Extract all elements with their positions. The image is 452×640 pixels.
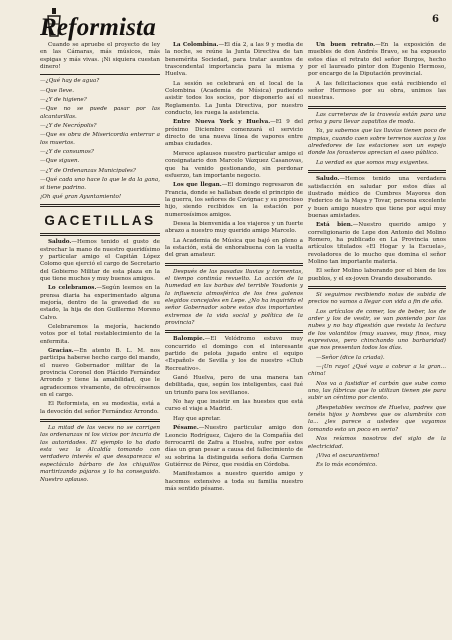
qa-line: —Que no se puede pasar por las alcantarillas. — [40, 106, 160, 120]
divider — [308, 286, 446, 289]
news-text: El Reformista, en su modestia, está a la devoción del señor Fernández Arrondo. — [40, 401, 160, 415]
news-lead: Pésame. — [173, 425, 199, 432]
italic-note: ¡Respetables vecinos de Huelva, padres que tenéis hijos y hombres que os alumbráis con la... ¿les parece a ustedes que vayamos tomando esto un poco en serio? — [308, 404, 446, 433]
news-item — [165, 42, 303, 79]
news-item — [165, 221, 303, 236]
news-item — [165, 182, 303, 219]
news-lead: Saludo. — [316, 176, 340, 183]
qa-line: —¿Y de Ordenanzas Municipales? — [40, 167, 136, 174]
masthead-title: Reformista — [40, 14, 156, 41]
italic-note: —Señor (dice la criada). — [316, 354, 385, 361]
news-item — [165, 375, 303, 397]
column-2 — [165, 42, 303, 495]
section-title: GACETILLAS — [44, 213, 156, 229]
news-lead: Saludo. — [48, 239, 72, 246]
news-item — [165, 81, 303, 118]
news-text: Manifestamos a nuestro querido amigo y hacemos extensivo a toda su familia nuestro más sentido pésame. — [165, 471, 303, 492]
news-text: —Según leemos en la prensa diaria ha experimentado alguna mejoría, dentro de la gravedad de su estado, la hija de don Guillermo Moreno Calvo. — [40, 285, 160, 321]
news-text: —El día 2, a las 9 y media de la noche, se reúne la Junta Directiva de tan benemérita Sociedad, para tratar asuntos de trascendental importancia para la misma y Huelva. — [165, 42, 304, 78]
divider — [40, 419, 160, 422]
news-text: Hay que apretar. — [173, 415, 221, 422]
news-text: La sesión se celebrará en el local de la Colombina (Academia de Música) pudiendo asistir todos los socios, por disponerlo así el Reglamento. La Junta Directiva, por nuestro conducto, les ruega la asistencia. — [165, 80, 303, 117]
news-item — [165, 416, 303, 423]
news-text: —El domingo regresaron de Francia, donde se hallaban desde el principio de la guerra, los señores de Cavignac y su precioso hijo, siendo recibidos en la estación por numerosísimos amigos. — [165, 182, 303, 218]
news-item — [40, 285, 160, 322]
news-text: —El Velódromo estuvo muy concurrido el domingo con el interesante partido de pelota jugado entre el equipo «Español» de Sevilla y los de nuestro «Club Recreativo». — [165, 336, 303, 372]
news-lead: Un buen retrato. — [316, 42, 376, 48]
news-lead: Está bien. — [316, 222, 353, 229]
news-item — [165, 425, 303, 469]
masthead — [40, 6, 160, 42]
news-item — [40, 401, 160, 416]
news-item — [40, 324, 160, 346]
news-item — [308, 42, 446, 79]
news-text: No hay que insistir en las huestes que está curso el viaje a Madrid. — [165, 399, 303, 413]
divider — [308, 170, 446, 173]
divider — [40, 204, 160, 207]
news-text: La Academia de Música que bajó en pleno a la estación, está de enhorabuena con la vuelta del gran amateur. — [165, 237, 303, 259]
news-item — [40, 348, 160, 399]
italic-note: Es lo más económico. — [316, 462, 378, 469]
qa-line: —¿Y de consumos? — [40, 149, 94, 156]
news-text: Merece aplausos nuestro particular amigo el consignatario don Marcelo Vázquez Casanovas, que ha venido gestionando, sin perdonar esfuerzo, tan importante negocio. — [165, 150, 303, 179]
news-item — [40, 239, 160, 283]
italic-note: Las carreteras de la travesía están para una prisa y para llevar zapatitos de moda. — [308, 111, 446, 126]
news-item — [165, 336, 303, 373]
divider — [165, 263, 303, 266]
qa-line: —Que lleve. — [40, 87, 75, 94]
news-text: El señor Molino laborando por el bien de los pueblos, y el ex-joven Ovando desaborando. — [308, 268, 446, 282]
italic-note: Ya, ya sabemos que las lluvias tienen poco de limpias, cuando caen sobre terrenos sucios y los alrededores de las estaciones son un espejo donde los forasteros aprecian el aseo público. — [308, 128, 446, 157]
news-lead: Los que llegan. — [173, 182, 222, 189]
news-text: —En atento B. L. M. nos participa haberse hecho cargo del mando, el nuevo Gobernador militar de la provincia Coronel don Plácido Fernández Arrondo y tiene la amabilidad, que le agradecemos vivamente, de ofrecérsenos en el cargo. — [40, 348, 160, 399]
news-lead: Gracias. — [48, 348, 74, 354]
news-text: —Hemos tenido una verdadera satisfacción en saludar por estos días al ilustrado médico de Cumbres Mayores don Federico de la Maya y Tovar, persona excelente y buen amigo nuestro que tiene por aquí muy buenas amistades. — [308, 176, 446, 219]
italic-note: La mitad de las veces no se corrigen las ordenanzas ni los vicios por incuria de las autoridades. El ejemplo lo ha dado esta vez la Alcaldía tomando con verdadero interés el que desaparezca el espectáculo bárbaro de los chiquillos martirizando pájaros y lo ha conseguido. Nuestro aplauso. — [40, 425, 160, 483]
column-1 — [40, 42, 160, 486]
news-text: Celebraremos la mejoría, haciendo votos por el total restablecimiento de la enfermita. — [40, 323, 160, 345]
italic-note: Nos reíamos nosotros del siglo de la electricidad. — [308, 436, 446, 450]
qa-line: —Que siguen. — [40, 158, 80, 165]
news-item — [165, 399, 303, 414]
divider — [40, 233, 160, 236]
italic-note: ¡Viva el oscurantismo! — [316, 452, 380, 459]
page-number: 6 — [432, 14, 439, 25]
news-item — [165, 151, 303, 180]
news-text: A las felicitaciones que está recibiendo el señor Hermoso por su obra, unimos las nuestras. — [308, 80, 446, 102]
divider — [308, 106, 446, 109]
news-lead: Balompie. — [173, 336, 205, 343]
news-text: Ganó Huelva, pero de una manera tan debilitada, que, según los inteligentes, casi fué un triunfo para los sevillanos. — [165, 375, 303, 396]
qa-line: —¿Y de higiene? — [40, 97, 87, 104]
qa-line: ¡Oh qué gran Ayuntamiento! — [40, 193, 122, 200]
qa-line: —Qué cada uno hace lo que le da la gana, si tiene padrino. — [40, 177, 160, 191]
news-item — [308, 222, 446, 266]
qa-line: —¿Y de Necrópolis? — [40, 123, 97, 130]
news-text: —Nuestro particular amigo don Leoncio Rodríguez, Cajero de la Compañía del ferrocarril de Zafra a Huelva, sufre por estos días un gran pesar a causa del fallecimiento de su sobrina la distinguida señora doña Carmen Gutiérrez de Pérez, que residía en Córdoba. — [165, 425, 303, 468]
italic-note: Si seguimos recibiendo notas de subida de precios no vamos a llegar con vida a fin de año. — [308, 291, 446, 306]
italic-note: Después de las pasadas lluvias y tormentas, el tiempo continúa revuelto. La acción de la humedad en las barbas del terrible Youdonis y la influencia atmosférica de los tres galenos elegidos concejales en Lepe. ¿No ha inquirido el señor Gobernador sobre estos dos importantes extremos de la vida social y política de la provincia? — [165, 268, 303, 327]
news-item — [308, 268, 446, 283]
qa-line: —¿Qué hay de agua? — [40, 78, 100, 85]
news-text: Desea la bienvenida a los viajeros y un fuerte abrazo a nuestro muy querido amigo Marcelo. — [165, 220, 303, 235]
news-text: —Hemos tenido el gusto de estrechar la mano de nuestro queridísimo y particular amigo el Capitán López Colomo que ejerció el cargo de Secretario del Gobierno Militar de esta plaza en la que tiene muchos y muy buenos amigos. — [40, 239, 160, 282]
news-lead: Entre Nueva York y Huelva. — [173, 119, 271, 126]
news-item — [165, 471, 303, 493]
news-text: —En la exposición de muebles de don Andrés Bravo, se ha expuesto estos días el retrato del señor Burgos, hecho por el laureado pintor don Eugenio Hermoso, por encargo de la Diputación provincial. — [308, 42, 446, 78]
news-item — [308, 176, 446, 220]
italic-note: —¡Un rayo! ¿Qué vaya a cobrar a la gran... china! — [308, 364, 446, 378]
news-item — [165, 238, 303, 260]
italic-note: Nos va a fastidiar el carbón que sube como uno, las fábricas que lo utilizan tienen pie para subir un céntimo por ciento. — [308, 380, 446, 402]
column-3 — [308, 42, 446, 472]
news-lead: Lo celebramos. — [48, 285, 97, 292]
divider — [165, 330, 303, 333]
italic-note: La verdad es que somos muy exigentes. — [316, 159, 429, 166]
news-item — [165, 119, 303, 148]
italic-note: Los artículos de comer, los de beber, los de arder y los de vestir, se van poniendo por las nubes y no hay digestión que resista la lectura de los volantitos (muy suaves, muy finos, muy expresivos, pero chinchando uno barbaridad) que nos presentan todos los días. — [308, 308, 446, 352]
news-text: —El 9 del próximo Diciembre comenzará el servicio directo de una nueva línea de vapores entre ambas ciudades. — [165, 119, 303, 148]
news-lead: La Colombina. — [173, 42, 219, 48]
news-item — [308, 81, 446, 103]
qa-line: —Que es obra de Misericordia enterrar a los muertos. — [40, 132, 160, 146]
divider — [40, 74, 160, 75]
news-text: —Nuestro querido amigo y correligionario de Lepe don Antonio del Molino Romero, ha publicado en La Provincia unos artículos titulados «El Hogar y la Escuela», revoladores de lo mucho que domina el señor Molino tan importante materia. — [308, 222, 446, 265]
col1-intro: Cuando se apruebe el proyecto de ley en las Cámaras, más músicos, más espigas y más vivas. ¡Ni siquiera cuestan dinero! — [40, 42, 160, 71]
